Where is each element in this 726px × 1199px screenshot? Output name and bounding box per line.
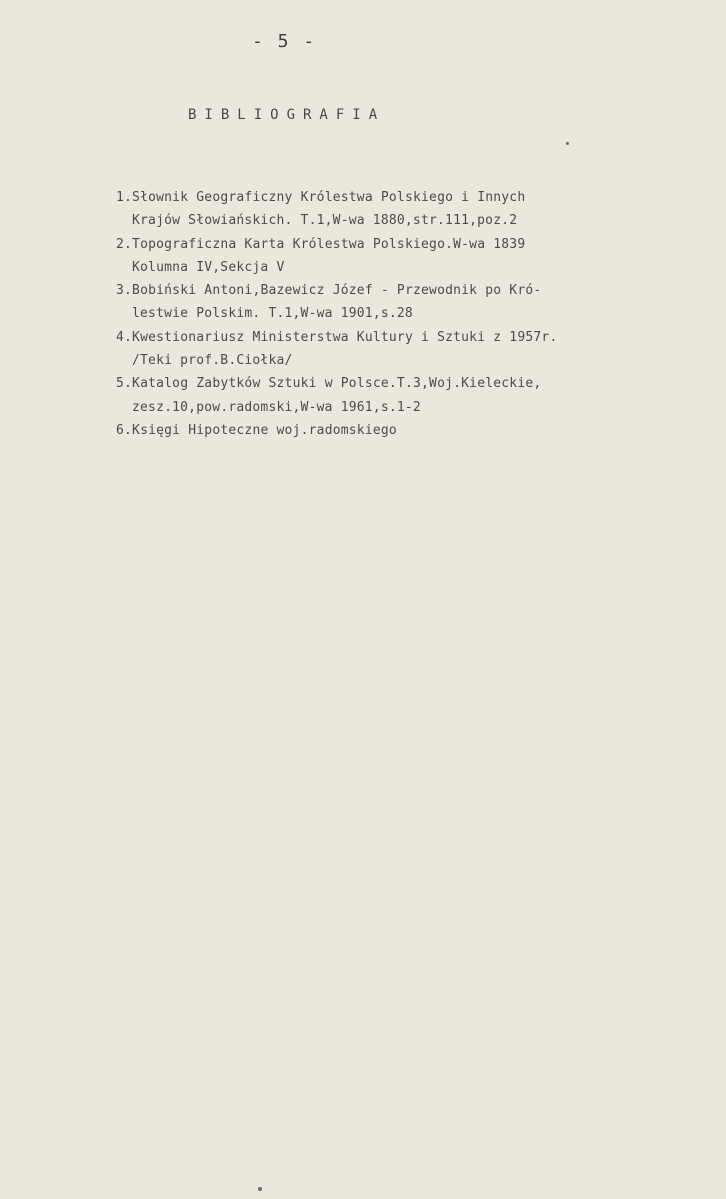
paper-speck-top <box>566 142 569 145</box>
bibliography-entry-2 <box>116 233 557 280</box>
page-number: - 5 - <box>252 31 317 52</box>
bibliography-entry-5 <box>116 372 557 419</box>
entry-1-line-2: Krajów Słowiańskich. T.1,W-wa 1880,str.111,poz.2 <box>132 213 518 229</box>
entry-5-line-2: zesz.10,pow.radomski,W-wa 1961,s.1-2 <box>132 399 421 415</box>
bibliography-entry-6 <box>116 419 557 442</box>
bibliography-list <box>116 186 557 442</box>
entry-3-line-1: 3.Bobiński Antoni,Bazewicz Józef - Przewodnik po Kró- <box>116 283 542 299</box>
paper-speck-bottom <box>258 1187 262 1191</box>
entry-1-line-1: 1.Słownik Geograficzny Królestwa Polskiego i Innych <box>116 190 526 205</box>
entry-5-line-1: 5.Katalog Zabytków Sztuki w Polsce.T.3,Woj.Kieleckie, <box>116 376 542 392</box>
bibliography-entry-4 <box>116 326 557 373</box>
entry-3-line-2: lestwie Polskim. T.1,W-wa 1901,s.28 <box>132 306 413 322</box>
bibliography-heading: BIBLIOGRAFIA <box>188 107 386 123</box>
entry-4-line-2: /Teki prof.B.Ciołka/ <box>132 353 293 369</box>
entry-4-line-1: 4.Kwestionariusz Ministerstwa Kultury i Sztuki z 1957r. <box>116 329 558 345</box>
bibliography-entry-1 <box>116 186 557 233</box>
entry-2-line-1: 2.Topograficzna Karta Królestwa Polskiego.W-wa 1839 <box>116 236 526 252</box>
bibliography-entry-3 <box>116 279 557 326</box>
entry-2-line-2: Kolumna IV,Sekcja V <box>132 259 285 275</box>
entry-6-line-1: 6.Księgi Hipoteczne woj.radomskiego <box>116 422 397 438</box>
